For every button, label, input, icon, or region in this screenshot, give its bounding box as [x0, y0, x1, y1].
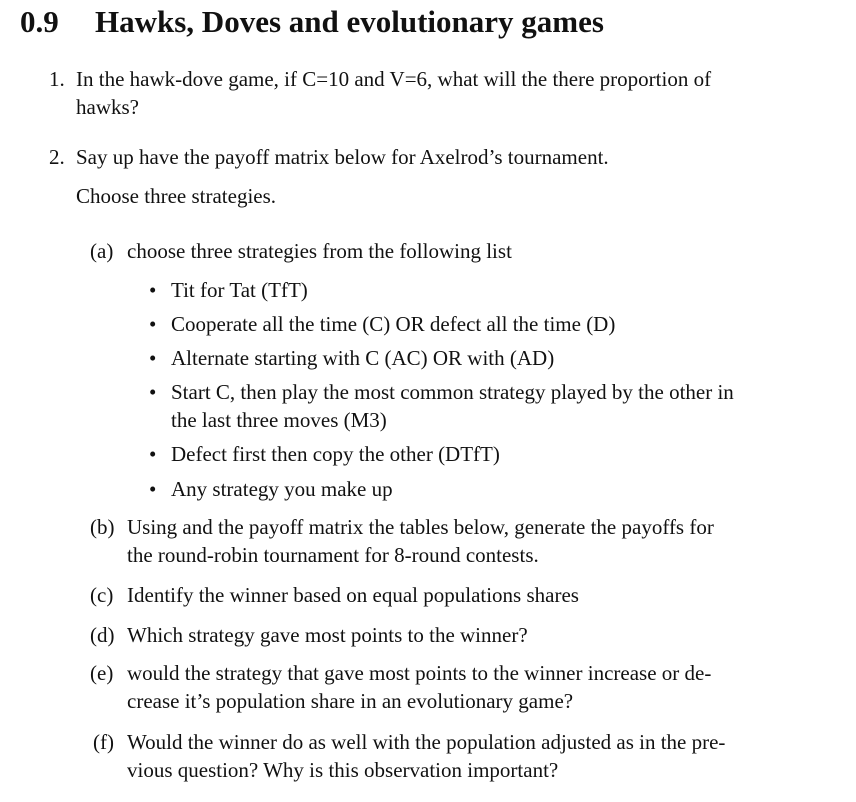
bullet-icon: • — [149, 442, 157, 466]
subpart-c-line-1: Identify the winner based on equal populations shares — [127, 583, 579, 607]
question-2-line-1: Say up have the payoff matrix below for Axelrod’s tournament. — [76, 145, 609, 169]
bullet-icon: • — [149, 380, 157, 404]
list-item-text: Any strategy you make up — [171, 477, 393, 501]
section-number: 0.9 — [20, 4, 59, 39]
list-item-text: the last three moves (M3) — [171, 408, 387, 432]
subpart-f-line-1: Would the winner do as well with the population adjusted as in the pre- — [127, 730, 726, 754]
subpart-f-marker: (f) — [93, 730, 114, 754]
subpart-c-marker: (c) — [90, 583, 114, 607]
bullet-icon: • — [149, 278, 157, 302]
section-title: Hawks, Doves and evolutionary games — [95, 4, 604, 39]
subpart-f-line-2: vious question? Why is this observation important? — [127, 758, 559, 782]
subpart-b-line-2: the round-robin tournament for 8-round contests. — [127, 543, 539, 567]
subpart-a-line-1: choose three strategies from the following list — [127, 239, 512, 263]
list-item-text: Tit for Tat (TfT) — [171, 278, 308, 302]
subpart-d-marker: (d) — [90, 623, 115, 647]
question-1-line-1: In the hawk-dove game, if C=10 and V=6, what will the there proportion of — [76, 67, 712, 91]
subpart-e-marker: (e) — [90, 661, 114, 685]
list-item-text: Start C, then play the most common strategy played by the other in — [171, 380, 734, 404]
question-1-line-2: hawks? — [76, 95, 139, 119]
bullet-icon: • — [149, 312, 157, 336]
list-item-text: Cooperate all the time (C) OR defect all the time (D) — [171, 312, 616, 336]
list-item-text: Defect first then copy the other (DTfT) — [171, 442, 500, 466]
subpart-a-marker: (a) — [90, 239, 114, 263]
subpart-d-line-1: Which strategy gave most points to the winner? — [127, 623, 528, 647]
question-2-paragraph: Choose three strategies. — [76, 184, 277, 208]
subpart-b-line-1: Using and the payoff matrix the tables below, generate the payoffs for — [127, 515, 714, 539]
subpart-e-line-2: crease it’s population share in an evolutionary game? — [127, 689, 574, 713]
bullet-icon: • — [149, 346, 157, 370]
list-item-text: Alternate starting with C (AC) OR with (AD) — [171, 346, 555, 370]
bullet-icon: • — [149, 477, 157, 501]
subpart-b-marker: (b) — [90, 515, 115, 539]
question-1-marker: 1. — [49, 67, 65, 91]
question-2-marker: 2. — [49, 145, 65, 169]
subpart-e-line-1: would the strategy that gave most points to the winner increase or de- — [127, 661, 712, 685]
